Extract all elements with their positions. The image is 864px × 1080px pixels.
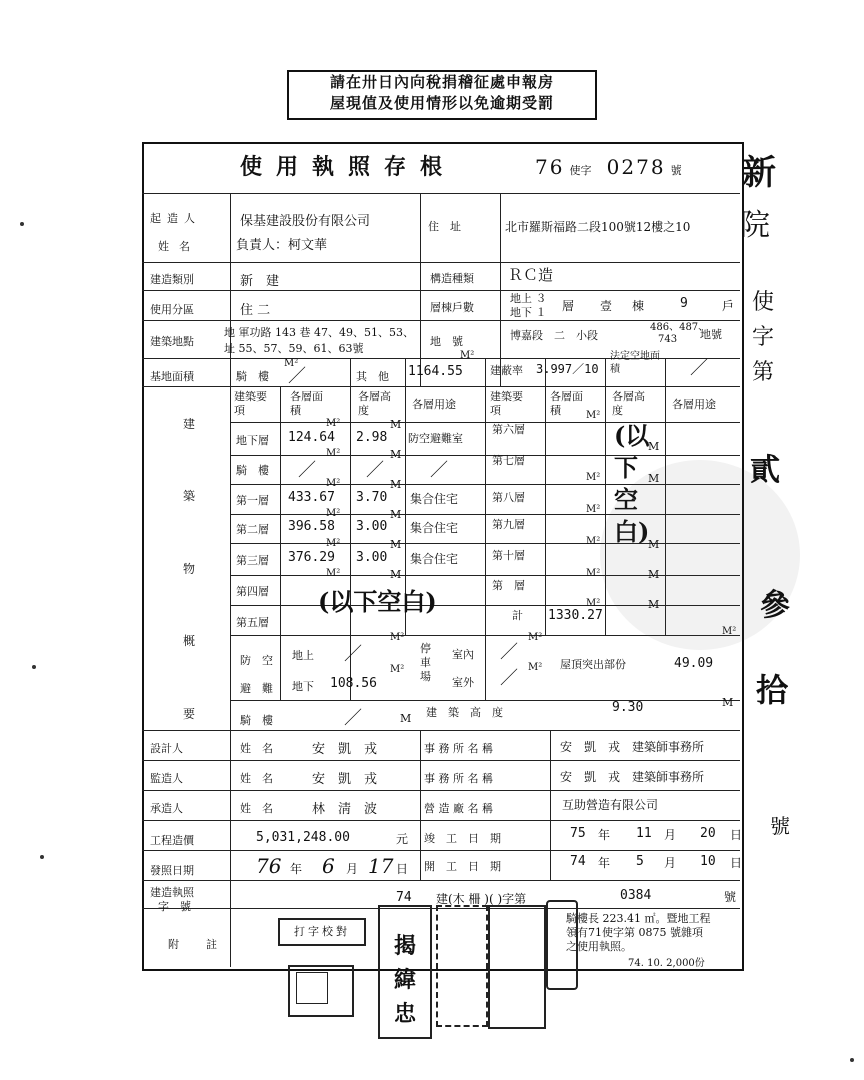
completion-year: 75 (570, 826, 586, 841)
supervisor-name-label: 姓 名 (240, 772, 273, 785)
contractor-office-label: 營 造 廠 名 稱 (424, 802, 493, 815)
head-height-right: 各層高度 (612, 390, 645, 417)
supervisor-office: 安 凱 戎 建築師事務所 (560, 770, 705, 784)
floor-name: 第二層 (236, 523, 269, 536)
mezzanine-label: 騎 樓 (240, 714, 273, 727)
head-height-left: 各層高度 (358, 390, 391, 417)
building-count: 壹 (600, 299, 613, 313)
floor-name: 第一層 (236, 494, 269, 507)
designer-name-label: 姓 名 (240, 742, 273, 755)
supervisor-label: 監造人 (150, 772, 183, 785)
floor-name: 騎 樓 (236, 464, 269, 477)
completion-day: 20 (700, 826, 716, 841)
scan-mark (850, 1058, 854, 1062)
floor-unit: 層 (562, 299, 575, 313)
floor-name: 地下層 (236, 434, 269, 447)
contractor-label: 承造人 (150, 802, 183, 815)
notes-line-1: 騎樓長 223.41 ㎡。暨地工程 (566, 912, 711, 925)
floor-height: 3.00 (356, 519, 388, 534)
permit-no: 0278 (606, 155, 666, 179)
total-label: 計 (512, 609, 523, 622)
floors-below: 地下 １ (510, 306, 547, 319)
handwritten-blank-left: (以下空白) (318, 587, 437, 616)
shelter-above-value: ／ (344, 644, 362, 665)
issue-month: 6 (322, 854, 335, 878)
parking-outdoor-value: ／ (500, 668, 518, 689)
arcade-value: ／ (288, 366, 306, 387)
unit-unit: 戶 (722, 299, 735, 313)
site-address-1: 地 軍功路 143 巷 47、49、51、53、 (224, 326, 414, 339)
area-label: 基地面積 (150, 370, 194, 383)
floor-name: 第四層 (236, 585, 269, 598)
shelter-below-unit: M² (390, 664, 405, 675)
applicant-address: 北市羅斯福路二段100號12樓之10 (505, 220, 691, 234)
applicant-name: 保基建設股份有限公司 (240, 214, 371, 229)
site-address-2: 址 55、57、59、61、63號 (224, 342, 364, 355)
other-label: 其 他 (356, 370, 389, 383)
designer-name: 安 凱 戎 (312, 742, 378, 757)
applicant-rep: 負責人：柯文華 (236, 238, 328, 253)
head-area-right: 各層面積 (550, 390, 583, 417)
building-side-5: 要 (183, 707, 196, 721)
head-item-right: 建築要項 (490, 390, 523, 417)
issue-label: 發照日期 (150, 864, 194, 877)
scan-mark (20, 222, 24, 226)
height-label: 建 築 高 度 (426, 706, 503, 719)
lot-suffix: 地號 (700, 328, 722, 341)
floor-height: 3.00 (356, 550, 388, 565)
floor-use: 防空避難室 (408, 432, 463, 445)
shelter-label-1: 防 空 (240, 654, 273, 667)
notes-label: 附 註 (168, 938, 225, 951)
notes-line-3: 之使用執照。 (566, 940, 632, 953)
permit-type: 使字 (569, 164, 592, 177)
build-permit-text: 建(木 柵 )( )字第 (436, 892, 527, 906)
proofread-stamp: 打字校對 (278, 918, 366, 946)
legal-open-label: 法定空地面積 (610, 351, 660, 375)
floor-height: 2.98 (356, 430, 388, 445)
floor-name: 第十層 (492, 549, 525, 562)
permit-suffix: 號 (670, 164, 682, 177)
unit-count: 9 (680, 296, 688, 311)
start-year: 74 (570, 854, 586, 869)
parking-label: 停車場 (420, 642, 431, 683)
cost-value: 5,031,248.00 (256, 830, 350, 845)
seal-stamp-4 (488, 905, 546, 1029)
mezzanine-value: ／ (344, 708, 362, 729)
floor-use: 集合住宅 (410, 492, 459, 506)
floors-label: 層棟戶數 (430, 301, 474, 314)
floor-name: 第六層 (492, 423, 525, 436)
tax-notice-box (287, 70, 597, 120)
lot-label: 地 號 (430, 335, 463, 348)
arcade-label: 騎 樓 (236, 370, 269, 383)
building-side-3: 物 (183, 562, 196, 576)
print-run: 74. 10. 2,000份 (628, 958, 705, 969)
build-permit-year: 74 (396, 890, 412, 905)
head-use-right: 各層用途 (672, 398, 716, 411)
floor-use: 集合住宅 (410, 552, 459, 566)
shelter-label-2: 避 難 (240, 682, 273, 695)
building-side-2: 築 (183, 489, 196, 503)
legal-open-value: ／ (690, 358, 708, 379)
start-month: 5 (636, 854, 644, 869)
cost-label: 工程造價 (150, 834, 194, 847)
building-side-4: 概 (183, 634, 196, 648)
floor-name: 第五層 (236, 616, 269, 629)
build-permit-no: 0384 (620, 888, 652, 903)
floors-above: 地上 ３ (510, 292, 547, 305)
applicant-address-label: 住 址 (428, 220, 461, 233)
structure-value: ＲＣ造 (508, 266, 554, 284)
construction-type-label: 建造類別 (150, 273, 194, 286)
roof-value: 49.09 (674, 656, 714, 671)
lot-section: 博嘉段 二 小段 (510, 329, 598, 342)
seal-inner (296, 972, 328, 1004)
floor-name: 第九層 (492, 518, 525, 531)
other-unit: M² (460, 350, 475, 361)
floor-height: 3.70 (356, 490, 388, 505)
contractor-name-label: 姓 名 (240, 802, 273, 815)
floor-area: 396.58 (288, 519, 335, 534)
applicant-name-label: 姓名 (158, 240, 200, 253)
document-title: 使用執照存根 (240, 154, 457, 180)
coverage-label: 建蔽率 (490, 364, 523, 377)
roof-label: 屋頂突出部份 (560, 658, 626, 671)
floor-height: ／ (366, 460, 384, 481)
coverage-value: 3.997／10 (536, 362, 599, 376)
shelter-above-unit: M² (390, 632, 405, 643)
cost-unit: 元 (396, 832, 409, 846)
floor-area: 124.64 (288, 430, 335, 445)
floor-name: 第三層 (236, 554, 269, 567)
seal-stamp-2: 揭 緯 忠 (378, 905, 432, 1039)
build-permit-label-2: 字 號 (158, 900, 191, 913)
notice-line-2: 屋現值及使用情形以免逾期受罰 (329, 94, 554, 112)
completion-month: 11 (636, 826, 652, 841)
floor-area: 376.29 (288, 550, 335, 565)
floor-use: 集合住宅 (410, 521, 459, 535)
permit-number (535, 155, 682, 179)
seal-stamp-5 (546, 900, 578, 990)
floor-name: 第七層 (492, 454, 525, 467)
shelter-below-label: 地下 (292, 680, 314, 693)
supervisor-office-label: 事 務 所 名 稱 (424, 772, 493, 785)
contractor-office: 互助營造有限公司 (562, 798, 659, 812)
handwritten-blank-right: (以下空白) (614, 421, 650, 546)
building-unit: 棟 (632, 299, 645, 313)
notice-line-1: 請在卅日內向稅捐稽征處申報房 (329, 73, 554, 91)
permit-year: 76 (535, 155, 565, 179)
head-area-left: 各層面積 (290, 390, 323, 417)
total-area: 1330.27 (548, 608, 603, 623)
scan-mark (32, 665, 36, 669)
floor-name: 第八層 (492, 491, 525, 504)
scan-mark (40, 855, 44, 859)
issue-day: 17 (368, 854, 394, 878)
completion-label: 竣 工 日 期 (424, 832, 501, 845)
lot-number-2: 743 (658, 334, 678, 345)
supervisor-name: 安 凱 戎 (312, 772, 378, 787)
other-value: 1164.55 (408, 364, 463, 379)
shelter-below-value: 108.56 (330, 676, 377, 691)
start-label: 開 工 日 期 (424, 860, 501, 873)
building-side-1: 建 (183, 417, 196, 431)
construction-type: 新 建 (240, 274, 280, 289)
contractor-name: 林 淸 波 (312, 802, 378, 817)
notes-line-2: 領有71使字第 0875 號雜項 (566, 926, 703, 939)
structure-label: 構造種類 (430, 272, 474, 285)
floor-name: 第 層 (492, 579, 525, 592)
arcade-unit: M² (284, 358, 299, 369)
shelter-above-label: 地上 (292, 649, 314, 662)
lot-number: 486、487、 (650, 322, 709, 333)
zoning-value: 住 二 (240, 303, 271, 318)
site-label: 建築地點 (150, 335, 194, 348)
floor-area: 433.67 (288, 490, 335, 505)
parking-outdoor-label: 室外 (452, 676, 474, 689)
zoning-label: 使用分區 (150, 303, 194, 316)
head-item-left: 建築要項 (234, 390, 267, 417)
head-use-left: 各層用途 (412, 398, 456, 411)
seal-stamp-3 (436, 905, 488, 1027)
build-permit-label-1: 建造執照 (150, 886, 194, 899)
applicant-label: 起造人 (150, 212, 201, 225)
designer-office-label: 事 務 所 名 稱 (424, 742, 493, 755)
height-value: 9.30 (612, 700, 644, 715)
issue-year: 76 (256, 854, 282, 878)
floor-area: ／ (298, 460, 316, 481)
parking-indoor-value: ／ (500, 642, 518, 663)
start-day: 10 (700, 854, 716, 869)
designer-office: 安 凱 戎 建築師事務所 (560, 740, 705, 754)
parking-indoor-label: 室內 (452, 648, 474, 661)
floor-use: ／ (430, 460, 448, 481)
designer-label: 設計人 (150, 742, 183, 755)
